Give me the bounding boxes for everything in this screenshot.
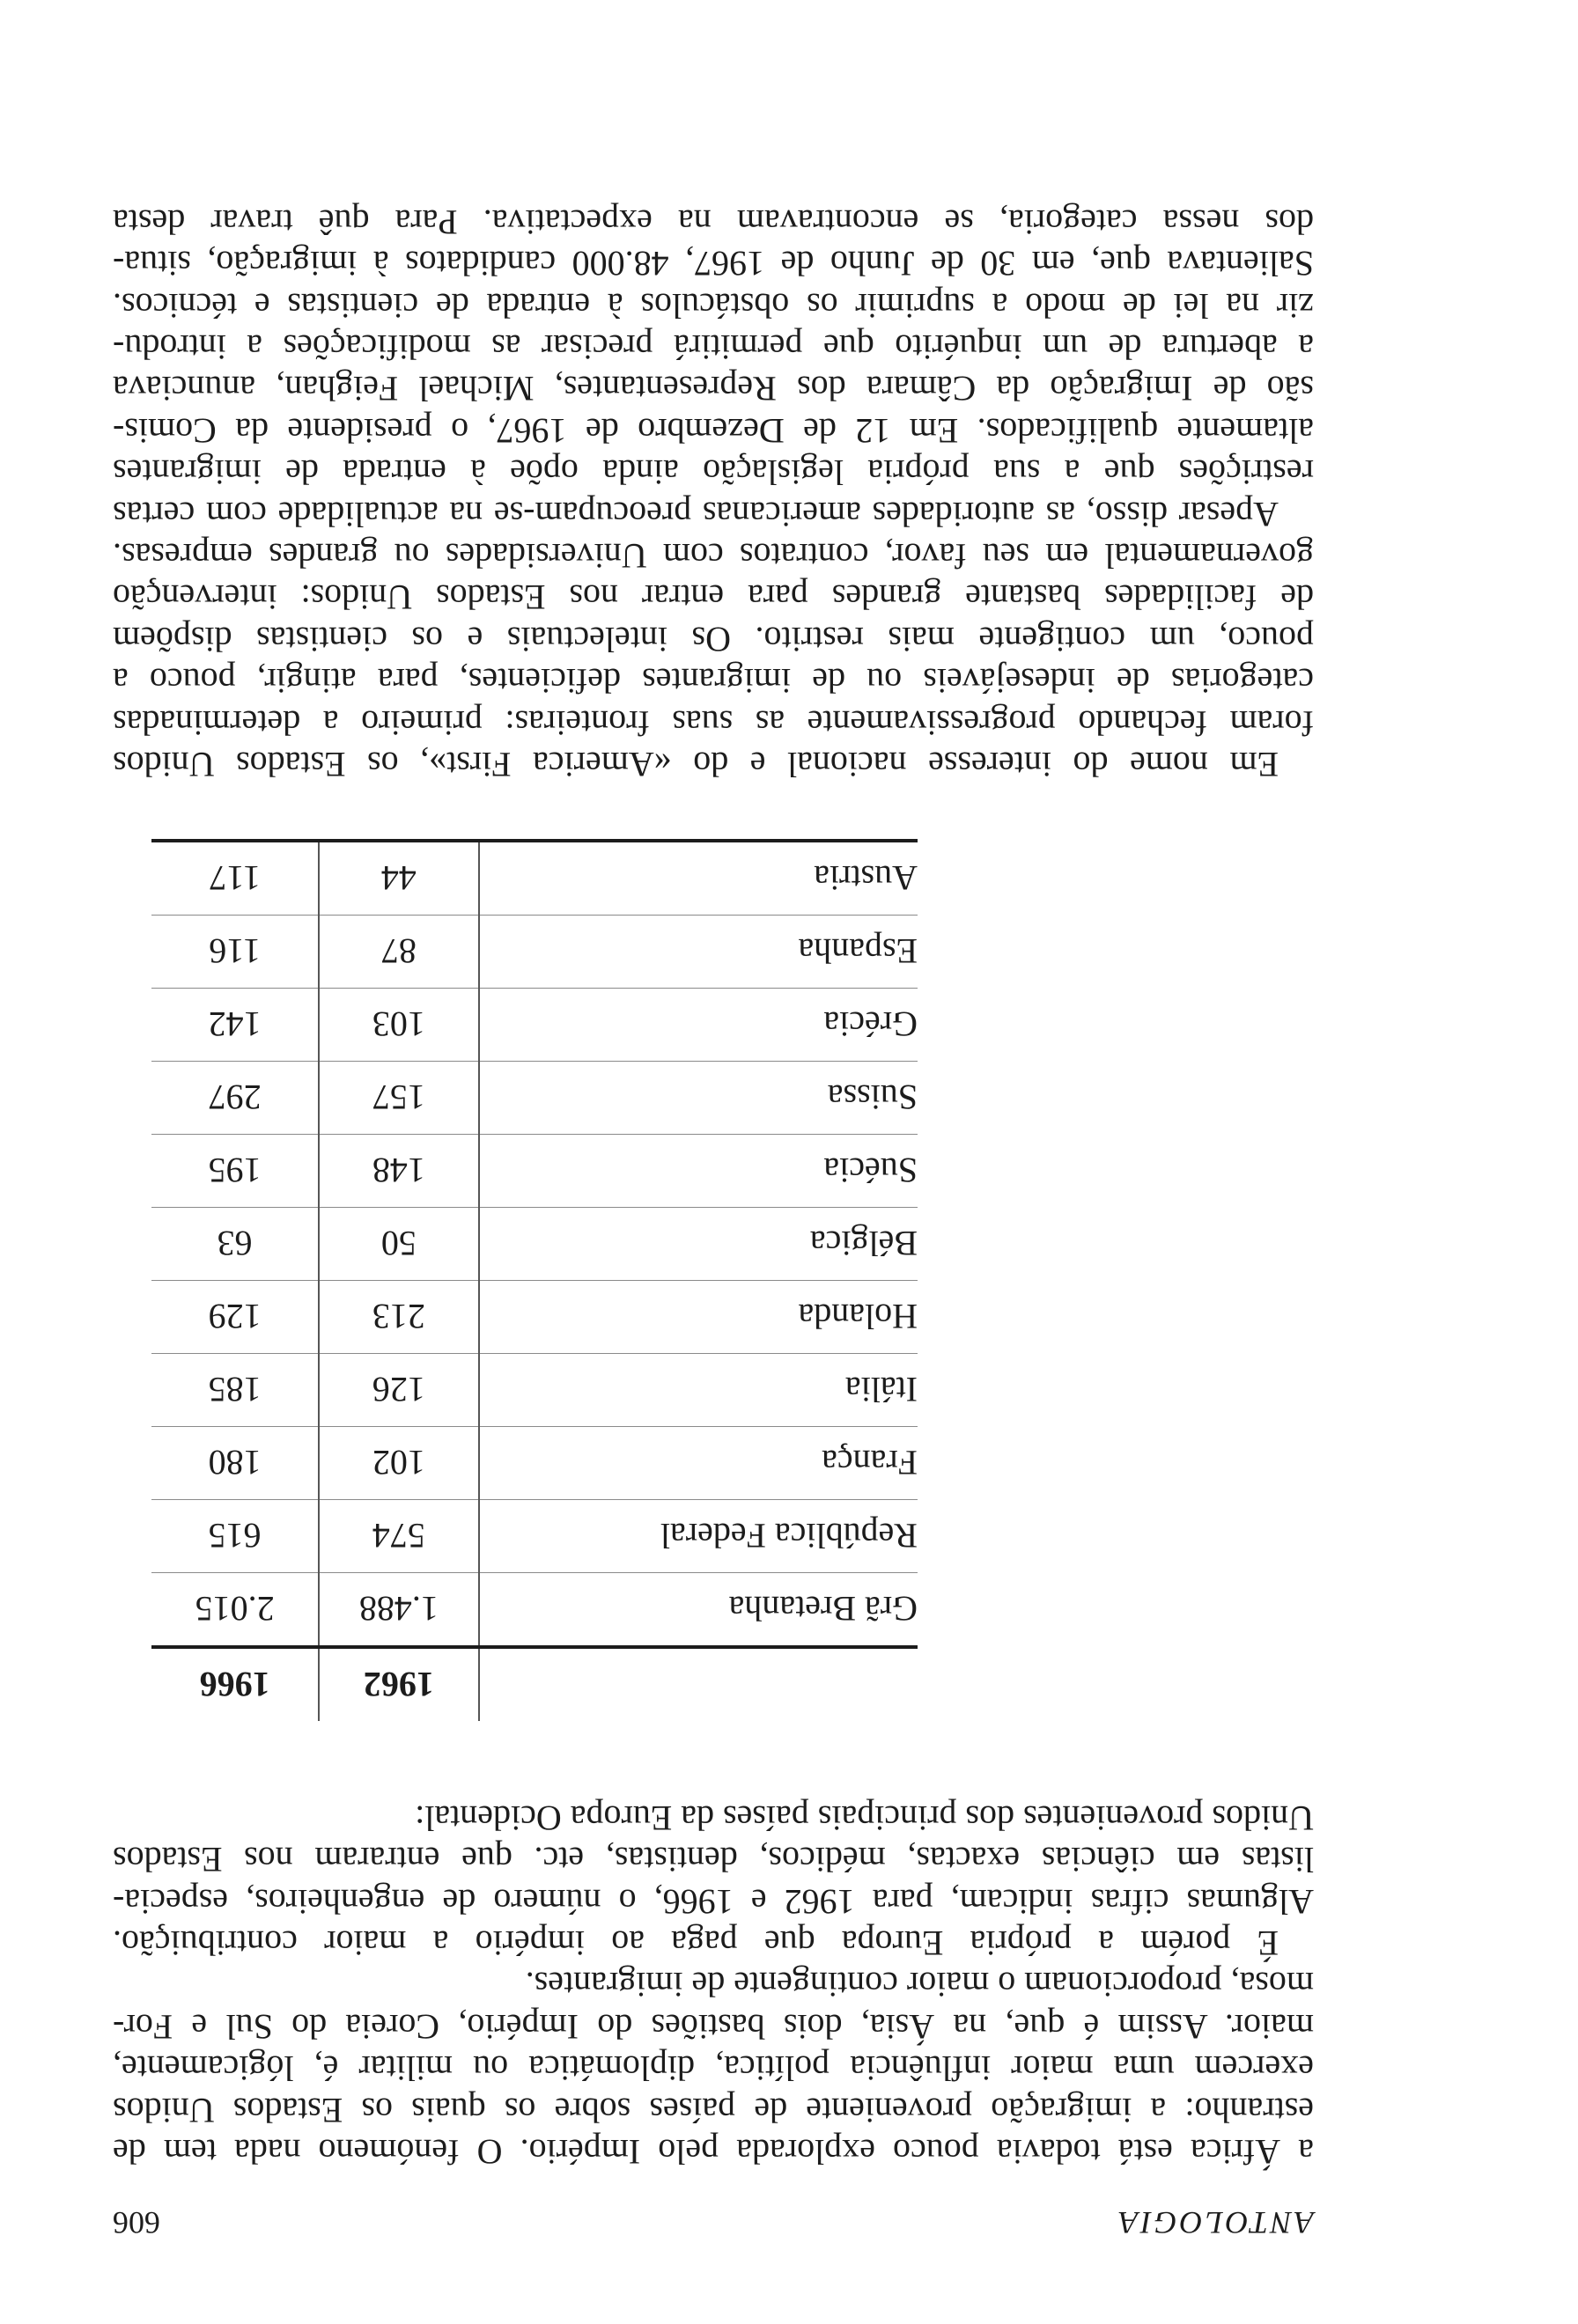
country-cell: Suissa — [479, 1062, 918, 1135]
text-line: Em nome do interesse nacional e do «America First», os Estados Unidos — [113, 745, 1279, 784]
country-cell: Itália — [479, 1354, 918, 1427]
text-line: foram fechando progressivamente as suas fronteiras: primeiro a determinadas — [113, 702, 1314, 743]
page-number: 606 — [113, 2205, 160, 2240]
text-line: Apesar disso, as autoridades americanas preocupam-se na actualidade com certas — [113, 494, 1279, 534]
country-cell: Suécia — [479, 1135, 918, 1208]
running-title: ANTOLOGIA — [1116, 2205, 1314, 2240]
country-cell: República Federal — [479, 1500, 918, 1573]
header-1962: 1962 — [319, 1647, 478, 1721]
text-line: de facilidades bastante grandes para entrar nos Estados Unidos: intervenção — [113, 577, 1314, 618]
text-line: maior. Assim é que, na Ásia, dois bastiões do Império, Coreia do Sul e For- — [113, 2006, 1314, 2047]
text-line: altamente qualificados. Em 12 de Dezembro de 1967, o presidente da Comis- — [113, 410, 1314, 451]
value-1962-cell: 1.488 — [319, 1573, 478, 1648]
value-1962-cell: 126 — [319, 1354, 478, 1427]
value-1962-cell: 103 — [319, 989, 478, 1062]
country-cell: Espanha — [479, 916, 918, 989]
country-cell: França — [479, 1427, 918, 1500]
table-row — [151, 841, 918, 916]
text-line: governamental em seu favor, contratos com Universidades ou grandes empresas. — [113, 535, 1314, 576]
header-country — [479, 1647, 918, 1721]
text-line: a África está todavia pouco explorada pelo Império. O fenómeno nada tem de — [113, 2132, 1314, 2172]
text-line: É porém a própria Europa que paga ao império a maior contribuição. — [113, 1923, 1279, 1963]
table-row — [151, 1354, 918, 1427]
text-line: são de Imigração da Câmara dos Representantes, Michael Feighan, anunciava — [113, 369, 1314, 409]
immigration-table — [151, 839, 918, 1721]
value-1966-cell: 180 — [151, 1427, 319, 1500]
value-1962-cell: 213 — [319, 1281, 478, 1354]
table-row — [151, 1427, 918, 1500]
value-1966-cell: 2.015 — [151, 1573, 319, 1648]
text-line: Unidos provenientes dos principais países da Europa Ocidental: — [415, 1798, 1314, 1838]
value-1966-cell: 185 — [151, 1354, 319, 1427]
paragraph-top — [113, 1797, 1314, 2173]
value-1962-cell: 44 — [319, 841, 478, 916]
text-line: dos nessa categoria, se encontravam na expectativa. Para quê travar desta — [113, 202, 1314, 242]
header-1966: 1966 — [151, 1647, 319, 1721]
text-line: Algumas cifras indicam, para 1962 e 1966, o número de engenheiros, especia- — [113, 1881, 1314, 1922]
table-row — [151, 916, 918, 989]
value-1962-cell: 148 — [319, 1135, 478, 1208]
country-cell: Holanda — [479, 1281, 918, 1354]
table-row — [151, 1135, 918, 1208]
country-cell: Bélgica — [479, 1208, 918, 1281]
table-row — [151, 989, 918, 1062]
table-row — [151, 1573, 918, 1648]
value-1966-cell: 142 — [151, 989, 319, 1062]
country-cell: Austria — [479, 841, 918, 916]
table-row — [151, 1281, 918, 1354]
page-header — [113, 2197, 1314, 2241]
value-1966-cell: 117 — [151, 841, 319, 916]
text-line: exercem uma maior influência política, diplomática ou militar é, lógicamente, — [113, 2048, 1314, 2089]
table-header-row — [151, 1647, 918, 1721]
value-1966-cell: 615 — [151, 1500, 319, 1573]
text-line: Salientava que, em 30 de Junho de 1967, 48.000 candidatos à imigração, situa- — [113, 244, 1314, 284]
value-1962-cell: 50 — [319, 1208, 478, 1281]
value-1962-cell: 157 — [319, 1062, 478, 1135]
value-1966-cell: 129 — [151, 1281, 319, 1354]
country-cell: Grã Bretanha — [479, 1573, 918, 1648]
value-1962-cell: 102 — [319, 1427, 478, 1500]
text-line: listas em ciências exactas, médicos, dentistas, etc. que entraram nos Estados — [113, 1840, 1314, 1880]
value-1966-cell: 116 — [151, 916, 319, 989]
table-row — [151, 1062, 918, 1135]
text-line: pouco, um contigente mais restrito. Os intelectuais e os cientistas dispõem — [113, 619, 1314, 659]
value-1962-cell: 87 — [319, 916, 478, 989]
text-line: restrições que a sua própria legislação ainda opõe à entrada de imigrantes — [113, 452, 1314, 493]
text-line: a abertura de um inquérito que permitirá precisar as modificações a introdu- — [113, 327, 1314, 367]
value-1966-cell: 63 — [151, 1208, 319, 1281]
table-row — [151, 1500, 918, 1573]
text-line: estranho: a imigração proveniente de países sobre os quais os Estados Unidos — [113, 2090, 1314, 2130]
value-1966-cell: 297 — [151, 1062, 319, 1135]
value-1966-cell: 195 — [151, 1135, 319, 1208]
text-line: mosa, proporcionam o maior contingente de imigrantes. — [525, 1965, 1314, 2005]
table-row — [151, 1208, 918, 1281]
text-line: zir na lei de modo a suprimir os obstáculos à entrada de cientistas e técnicos. — [113, 285, 1314, 326]
text-line: categorias de indesejáveis ou de imigrantes deficientes, para atingir, pouco a — [113, 661, 1314, 702]
value-1962-cell: 574 — [319, 1500, 478, 1573]
country-cell: Grécia — [479, 989, 918, 1062]
paragraph-bottom — [113, 201, 1314, 785]
